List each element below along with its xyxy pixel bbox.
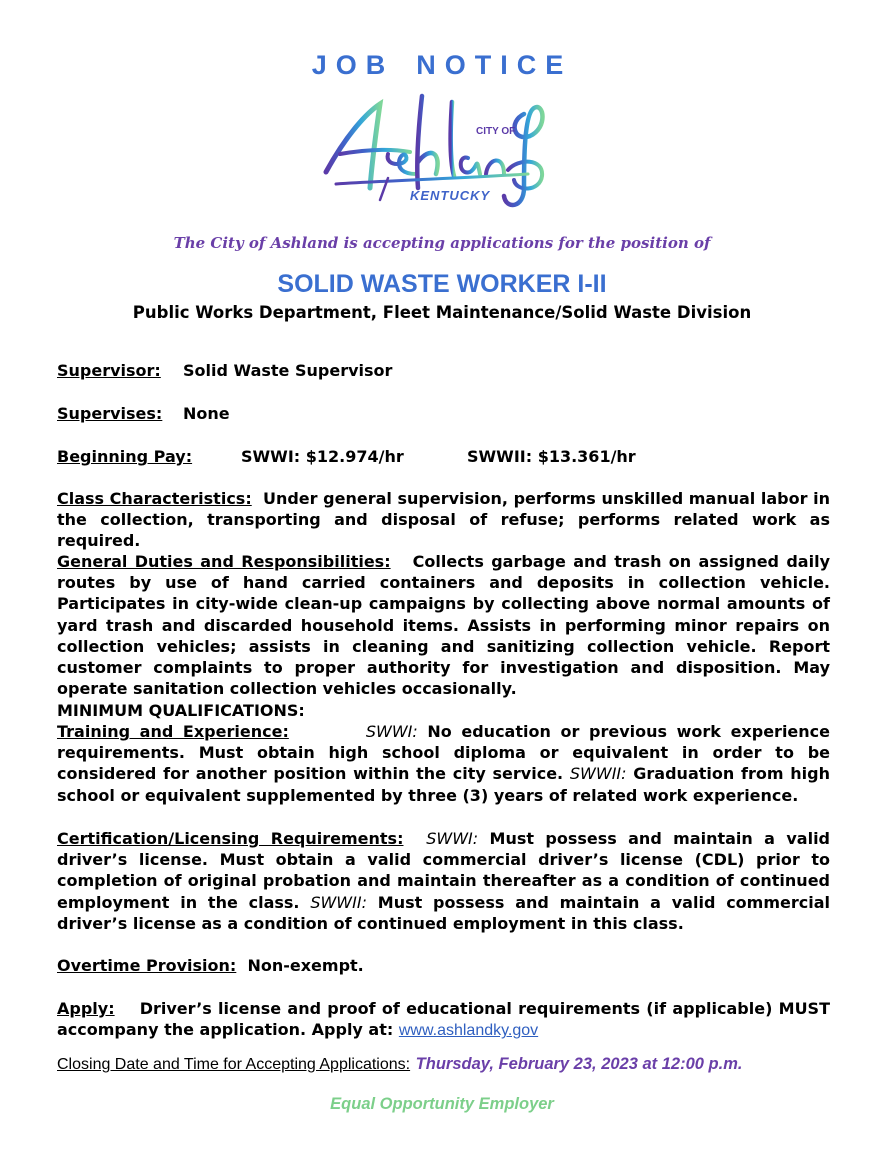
logo-kentucky: KENTUCKY — [410, 188, 491, 203]
logo-city-of: CITY OF — [476, 126, 516, 137]
training-experience — [57, 721, 830, 806]
training-swwii: SWWII: — [569, 764, 627, 784]
overtime-text: Non-exempt. — [247, 956, 364, 975]
department-line: Public Works Department, Fleet Maintenance/Solid Waste Division — [132, 303, 752, 322]
training-label: Training and Experience: — [57, 722, 289, 741]
pay-label: Beginning Pay: — [57, 447, 193, 466]
certification-licensing — [57, 828, 830, 934]
intro-line: The City of Ashland is accepting applications for the position of — [173, 234, 711, 252]
supervises-value: None — [183, 404, 230, 423]
supervises-label: Supervises: — [57, 404, 163, 423]
duties-text: Collects garbage and trash on assigned daily routes by use of hand carried containers and deposits in collection vehicle. Participates in city-wide clean-up campaigns by collecting above normal amounts of yard trash and discarded household items. Assists in performing minor repairs on collection vehicles; assists in cleaning and sanitizing collection vehicle. Report customer complaints to proper authority for investigation and disposition. May operate sanitation collection vehicles occasionally. — [57, 552, 831, 699]
cert-label: Certification/Licensing Requirements: — [57, 829, 404, 848]
apply-label: Apply: — [57, 999, 115, 1018]
pay-swwi: SWWI: $12.974/hr — [241, 447, 404, 466]
closing-date-row — [57, 1053, 830, 1075]
supervisor-label: Supervisor: — [57, 361, 161, 380]
apply-section — [57, 998, 830, 1041]
apply-website-link[interactable]: www.ashlandky.gov — [398, 1022, 539, 1040]
overtime-provision — [57, 955, 830, 976]
duties-label: General Duties and Responsibilities: — [57, 552, 391, 571]
equal-opportunity-employer: Equal Opportunity Employer — [330, 1095, 554, 1113]
closing-label: Closing Date and Time for Accepting Applications: — [57, 1056, 411, 1073]
class-characteristics — [57, 488, 830, 552]
training-text-1: No education or previous work experience requirements. Must obtain high school diploma or equivalent in order to be considered for another position within the city service. — [57, 722, 831, 784]
supervisor-row — [57, 360, 830, 381]
cert-swwi: SWWI: — [426, 829, 479, 848]
cert-swwii: SWWII: — [310, 892, 367, 912]
apply-text: Driver’s license and proof of educational requirements (if applicable) MUST accompany the application. Apply at: — [57, 999, 830, 1040]
pay-swwii: SWWII: $13.361/hr — [467, 447, 636, 466]
general-duties — [57, 551, 830, 699]
job-notice-heading — [0, 50, 884, 81]
training-text-2: Graduation from high school or equivalent supplemented by three (3) years of related work experience. — [57, 764, 830, 805]
position-title: SOLID WASTE WORKER I-II — [277, 270, 607, 298]
cert-text-1: Must possess and maintain a valid driver’s license. Must obtain a valid commercial driver’s license (CDL) prior to completion of original probation and maintain thereafter as a condition of continued employment in the class. — [57, 829, 831, 912]
class-label: Class Characteristics: — [57, 489, 252, 508]
training-swwi: SWWI: — [365, 722, 418, 741]
notice-word-job: JOB — [311, 50, 395, 80]
supervises-row — [57, 403, 830, 424]
cert-text-2: Must possess and maintain a valid commercial driver’s license as a condition of continued employment in this class. — [57, 892, 831, 933]
city-of-ashland-logo — [318, 92, 574, 218]
pay-row — [57, 446, 830, 467]
class-text: Under general supervision, performs unskilled manual labor in the collection, transporting and disposal of refuse; performs related work as required. — [57, 489, 831, 551]
notice-word-notice: NOTICE — [416, 50, 573, 80]
supervisor-value: Solid Waste Supervisor — [183, 361, 393, 380]
overtime-label: Overtime Provision: — [57, 956, 237, 975]
min-qual-heading: MINIMUM QUALIFICATIONS: — [57, 701, 305, 720]
closing-date-value: Thursday, February 23, 2023 at 12:00 p.m. — [415, 1055, 743, 1073]
